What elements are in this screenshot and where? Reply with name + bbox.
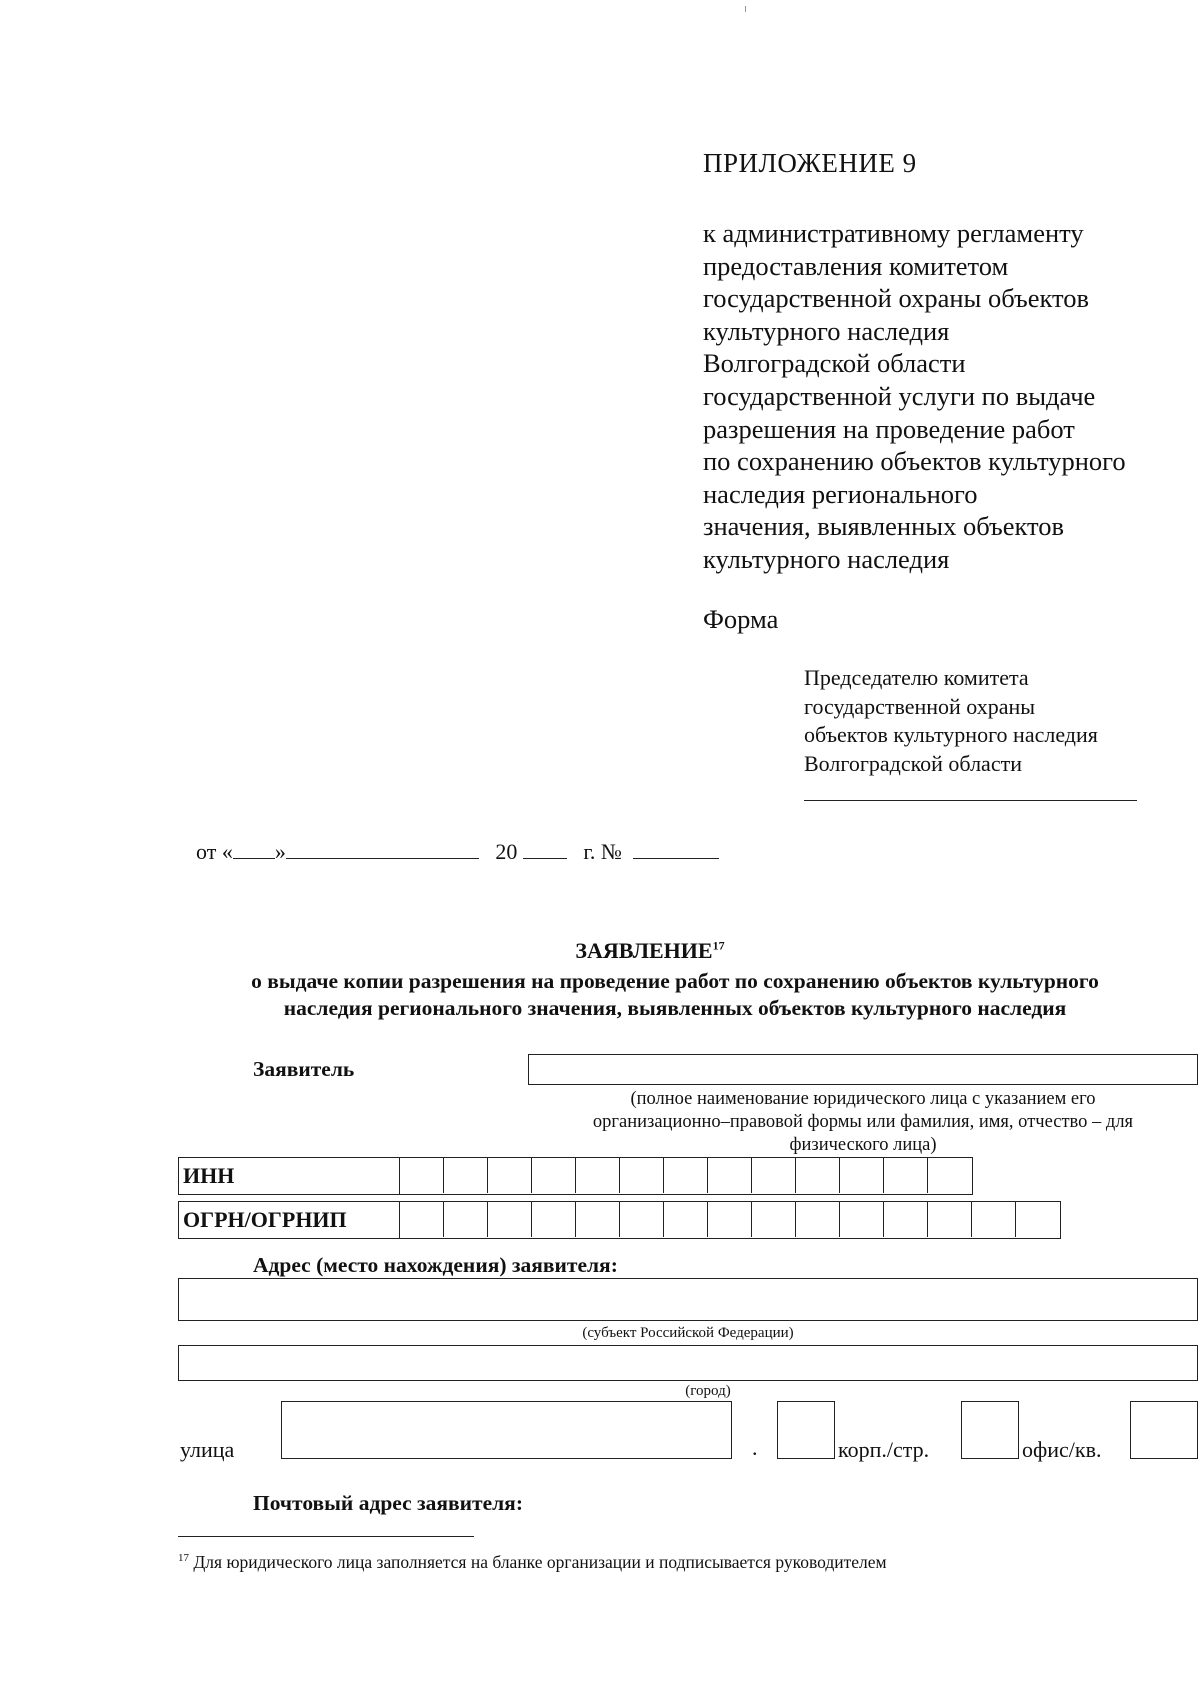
- building-field[interactable]: [961, 1401, 1019, 1459]
- statement-title-text: ЗАЯВЛЕНИЕ: [575, 938, 713, 963]
- inn-digit-cell[interactable]: [708, 1158, 752, 1193]
- number-field[interactable]: [633, 836, 719, 859]
- house-field[interactable]: [777, 1401, 835, 1459]
- appendix-line: предоставления комитетом: [703, 250, 1009, 281]
- inn-digit-cell[interactable]: [620, 1158, 664, 1193]
- applicant-note: [528, 1088, 1198, 1157]
- appendix-line: наследия регионального: [703, 478, 978, 509]
- inn-digit-cell[interactable]: [664, 1158, 708, 1193]
- footnote-divider: [178, 1536, 474, 1537]
- inn-row: [178, 1157, 973, 1195]
- date-close-quote: »: [274, 839, 286, 864]
- city-field[interactable]: [178, 1345, 1198, 1381]
- ogrn-digit-cell[interactable]: [400, 1202, 444, 1237]
- applicant-note-line: физического лица): [789, 1135, 937, 1155]
- appendix-line: государственной услуги по выдаче: [703, 380, 1096, 411]
- inn-digit-cell[interactable]: [752, 1158, 796, 1193]
- appendix-line: значения, выявленных объектов: [703, 511, 1064, 542]
- addressee-line: государственной охраны: [804, 693, 1036, 719]
- inn-digit-cell[interactable]: [840, 1158, 884, 1193]
- appendix-line: к административному регламенту: [703, 218, 1084, 248]
- ogrn-digit-cell[interactable]: [488, 1202, 532, 1237]
- ogrn-digit-cell[interactable]: [928, 1202, 972, 1237]
- statement-title: [0, 938, 1200, 964]
- ogrn-digit-cell[interactable]: [664, 1202, 708, 1237]
- ogrn-digit-cell[interactable]: [972, 1202, 1016, 1237]
- inn-digit-cell[interactable]: [928, 1158, 972, 1193]
- ogrn-digit-cell[interactable]: [576, 1202, 620, 1237]
- appendix-line: культурного наследия: [703, 315, 950, 346]
- appendix-title: ПРИЛОЖЕНИЕ 9: [703, 148, 917, 178]
- footnote-number: 17: [178, 1552, 189, 1565]
- inn-digit-cell[interactable]: [488, 1158, 532, 1193]
- ogrn-digit-cell[interactable]: [884, 1202, 928, 1237]
- addressee-line: Волгоградской области: [804, 750, 1022, 776]
- appendix-line: разрешения на проведение работ: [703, 413, 1075, 444]
- ogrn-digit-cell[interactable]: [620, 1202, 664, 1237]
- inn-digit-cell[interactable]: [884, 1158, 928, 1193]
- inn-cells: [400, 1158, 972, 1194]
- addressee-signature-line[interactable]: [804, 800, 1137, 801]
- addressee-line: Председателю комитета: [804, 665, 1029, 690]
- street-field[interactable]: [281, 1401, 732, 1459]
- applicant-label: Заявитель: [253, 1057, 355, 1081]
- city-note: (город): [685, 1383, 731, 1399]
- appendix-line: по сохранению объектов культурного: [703, 446, 1126, 477]
- inn-digit-cell[interactable]: [796, 1158, 840, 1193]
- building-label: корп./стр.: [838, 1437, 930, 1462]
- footnote: [178, 1552, 887, 1573]
- applicant-field[interactable]: [528, 1054, 1198, 1085]
- form-label: Форма: [703, 604, 779, 634]
- date-number-line: [196, 836, 719, 865]
- scan-mark: [745, 6, 746, 12]
- inn-digit-cell[interactable]: [400, 1158, 444, 1193]
- footnote-text: Для юридического лица заполняется на бланке организации и подписывается руководителем: [193, 1552, 887, 1572]
- day-field[interactable]: [233, 836, 275, 859]
- inn-digit-cell[interactable]: [532, 1158, 576, 1193]
- subject-field[interactable]: [178, 1278, 1198, 1321]
- addressee-block: [804, 664, 1098, 778]
- date-from-label: от «: [196, 839, 233, 864]
- office-label: офис/кв.: [1022, 1437, 1102, 1462]
- inn-digit-cell[interactable]: [444, 1158, 488, 1193]
- ogrn-label: ОГРН/ОГРНИП: [179, 1202, 400, 1238]
- inn-label: ИНН: [179, 1158, 400, 1194]
- appendix-description: [703, 217, 1126, 576]
- ogrn-digit-cell[interactable]: [752, 1202, 796, 1237]
- month-field[interactable]: [286, 836, 479, 859]
- ogrn-digit-cell[interactable]: [444, 1202, 488, 1237]
- ogrn-digit-cell[interactable]: [708, 1202, 752, 1237]
- ogrn-row: [178, 1201, 1061, 1239]
- office-field[interactable]: [1130, 1401, 1198, 1459]
- number-label: г. №: [583, 839, 622, 864]
- applicant-note-line: (полное наименование юридического лица с указанием его: [630, 1089, 1096, 1109]
- appendix-line: государственной охраны объектов: [703, 283, 1090, 314]
- street-label: улица: [180, 1437, 235, 1462]
- year-prefix: 20: [495, 839, 518, 864]
- appendix-line: культурного наследия: [703, 543, 950, 574]
- ogrn-cells: [400, 1202, 1060, 1238]
- statement-subtitle: [150, 968, 1200, 1022]
- appendix-line: Волгоградской области: [703, 348, 966, 379]
- year-field[interactable]: [523, 836, 567, 859]
- applicant-note-line: организационно–правовой формы или фамилия, имя, отчество – для: [592, 1112, 1134, 1132]
- ogrn-digit-cell[interactable]: [796, 1202, 840, 1237]
- street-dot: .: [752, 1435, 758, 1460]
- ogrn-digit-cell[interactable]: [840, 1202, 884, 1237]
- ogrn-digit-cell[interactable]: [1016, 1202, 1060, 1237]
- footnote-ref: 17: [712, 938, 725, 953]
- subject-note: (субъект Российской Федерации): [582, 1325, 794, 1341]
- postal-address-heading: Почтовый адрес заявителя:: [253, 1491, 523, 1515]
- statement-subtitle-line: о выдаче копии разрешения на проведение работ по сохранению объектов культурного: [251, 969, 1099, 993]
- addressee-line: объектов культурного наследия: [804, 722, 1098, 748]
- statement-subtitle-line: наследия регионального значения, выявленных объектов культурного наследия: [283, 996, 1067, 1020]
- inn-digit-cell[interactable]: [576, 1158, 620, 1193]
- ogrn-digit-cell[interactable]: [532, 1202, 576, 1237]
- address-heading: Адрес (место нахождения) заявителя:: [253, 1253, 618, 1277]
